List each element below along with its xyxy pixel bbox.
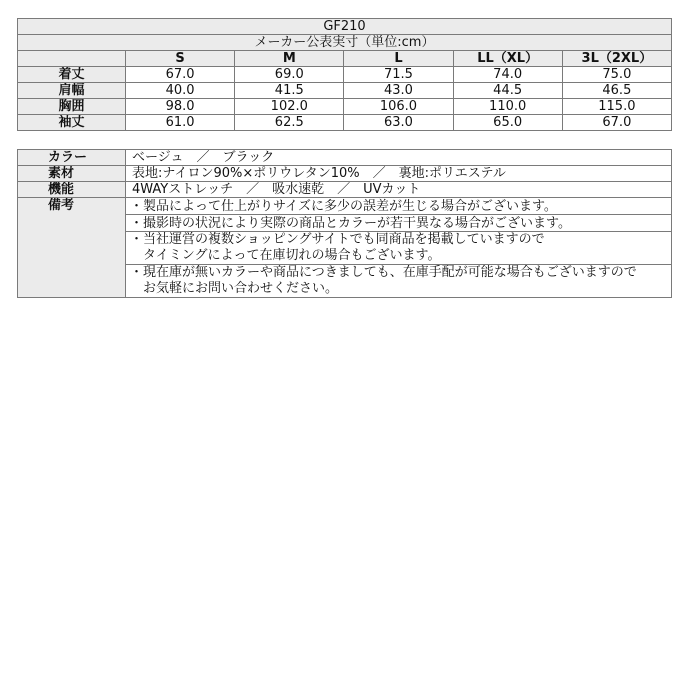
size-table [17,18,672,131]
table-cell: 74.0 [453,67,562,83]
table-cell: 67.0 [562,115,671,131]
model-number: GF210 [18,19,672,35]
note-line: ・当社運営の複数ショッピングサイトでも同商品を掲載していますので [130,232,545,247]
table-cell: 41.5 [235,83,344,99]
size-header-3l: 3L（2XL） [562,51,671,67]
info-row-function [18,182,672,198]
notes-label: 備考 [18,198,126,298]
info-row-color [18,150,672,166]
table-cell: 98.0 [126,99,235,115]
table-cell: 63.0 [344,115,453,131]
table-row [18,115,672,131]
size-header-row [18,51,672,67]
material-label: 素材 [18,166,126,182]
table-cell: 44.5 [453,83,562,99]
note-item [126,265,672,298]
row-label: 着丈 [18,67,126,83]
note-line: タイミングによって在庫切れの場合もございます。 [130,248,441,263]
info-row-notes [18,198,672,215]
note-line: ・現在庫が無いカラーや商品につきましても、在庫手配が可能な場合もございますので [130,265,637,280]
note-line: ・撮影時の状況により実際の商品とカラーが若干異なる場合がございます。 [130,215,571,231]
table-cell: 71.5 [344,67,453,83]
note-line: お気軽にお問い合わせください。 [130,281,339,296]
note-line: ・製品によって仕上がりサイズに多少の誤差が生じる場合がございます。 [130,198,557,214]
table-cell: 110.0 [453,99,562,115]
row-label: 袖丈 [18,115,126,131]
table-cell: 106.0 [344,99,453,115]
row-label: 胸囲 [18,99,126,115]
size-header-m: M [235,51,344,67]
material-value: 表地:ナイロン90%×ポリウレタン10% ／ 裏地:ポリエステル [126,166,672,182]
info-row-material [18,166,672,182]
size-header-ll: LL（XL） [453,51,562,67]
table-row [18,99,672,115]
table-cell: 65.0 [453,115,562,131]
table-cell: 46.5 [562,83,671,99]
table-cell: 43.0 [344,83,453,99]
note-item [126,232,672,265]
table-cell: 115.0 [562,99,671,115]
table-cell: 69.0 [235,67,344,83]
function-value: 4WAYストレッチ ／ 吸水速乾 ／ UVカット [126,182,672,198]
size-table-caption: メーカー公表実寸（単位:cm） [18,35,672,51]
size-header-l: L [344,51,453,67]
table-cell: 102.0 [235,99,344,115]
table-cell: 40.0 [126,83,235,99]
size-header-s: S [126,51,235,67]
note-item [126,198,672,215]
color-value: ベージュ ／ ブラック [126,150,672,166]
table-cell: 61.0 [126,115,235,131]
row-label: 肩幅 [18,83,126,99]
color-label: カラー [18,150,126,166]
table-cell: 75.0 [562,67,671,83]
table-cell: 67.0 [126,67,235,83]
size-header-blank [18,51,126,67]
table-cell: 62.5 [235,115,344,131]
table-row [18,83,672,99]
function-label: 機能 [18,182,126,198]
table-row [18,67,672,83]
product-info-table [17,149,672,298]
note-item [126,215,672,232]
